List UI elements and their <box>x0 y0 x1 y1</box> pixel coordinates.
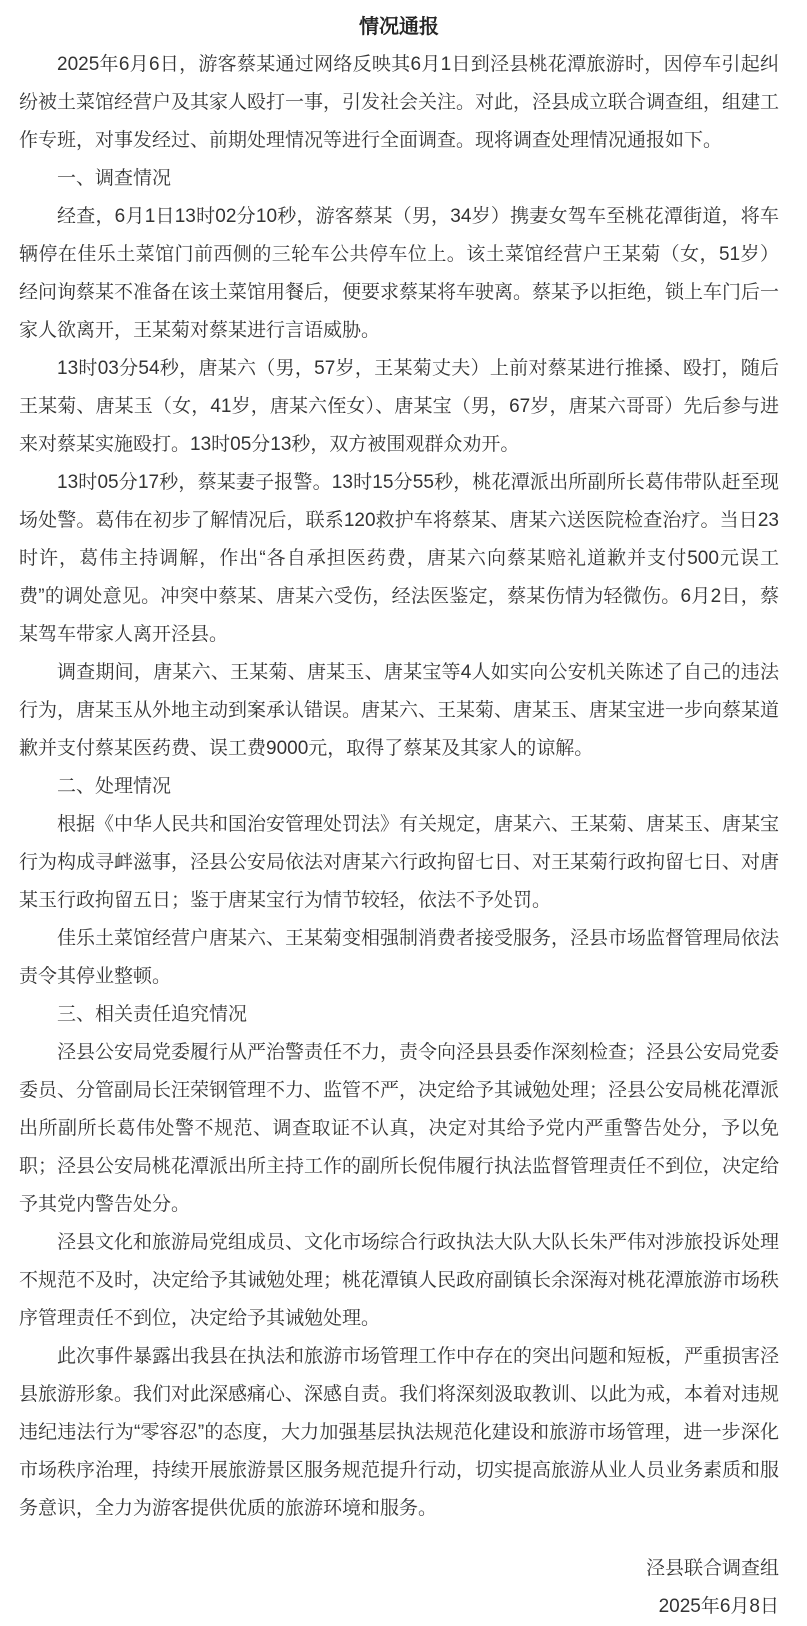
accountability-paragraph-1: 泾县公安局党委履行从严治警责任不力，责令向泾县县委作深刻检查；泾县公安局党委委员、分管副局长汪荣钢管理不力、监管不严，决定给予其诫勉处理；泾县公安局桃花潭派出所副所长葛伟处警不规范、调查取证不认真，决定对其给予党内严重警告处分，予以免职；泾县公安局桃花潭派出所主持工作的副所长倪伟履行执法监督管理责任不到位，决定给予其党内警告处分。 <box>19 1042 780 1215</box>
handling-paragraph-2: 佳乐土菜馆经营户唐某六、王某菊变相强制消费者接受服务，泾县市场监督管理局依法责令其停业整顿。 <box>19 928 780 987</box>
section-heading-investigation: 一、调查情况 <box>57 168 172 189</box>
signature-organization: 泾县联合调查组 <box>645 1558 779 1579</box>
accountability-paragraph-2: 泾县文化和旅游局党组成员、文化市场综合行政执法大队大队长朱严伟对涉旅投诉处理不规范不及时，决定给予其诫勉处理；桃花潭镇人民政府副镇长余深海对桃花潭旅游市场秩序管理责任不到位，决定给予其诫勉处理。 <box>19 1232 780 1329</box>
investigation-paragraph-4: 调查期间，唐某六、王某菊、唐某玉、唐某宝等4人如实向公安机关陈述了自己的违法行为，唐某玉从外地主动到案承认错误。唐某六、王某菊、唐某玉、唐某宝进一步向蔡某道歉并支付蔡某医药费、误工费9000元，取得了蔡某及其家人的谅解。 <box>19 662 780 759</box>
section-heading-accountability: 三、相关责任追究情况 <box>57 1004 248 1025</box>
signature-block <box>19 1550 779 1626</box>
accountability-paragraph-3: 此次事件暴露出我县在执法和旅游市场管理工作中存在的突出问题和短板，严重损害泾县旅游形象。我们对此深感痛心、深感自责。我们将深刻汲取教训、以此为戒，本着对违规违纪违法行为“零容忍”的态度，大力加强基层执法规范化建设和旅游市场管理，进一步深化市场秩序治理，持续开展旅游景区服务规范提升行动，切实提高旅游从业人员业务素质和服务意识，全力为游客提供优质的旅游环境和服务。 <box>19 1346 780 1519</box>
investigation-paragraph-3: 13时05分17秒，蔡某妻子报警。13时15分55秒，桃花潭派出所副所长葛伟带队赶至现场处警。葛伟在初步了解情况后，联系120救护车将蔡某、唐某六送医院检查治疗。当日23时许，葛伟主持调解，作出“各自承担医药费，唐某六向蔡某赔礼道歉并支付500元误工费”的调处意见。冲突中蔡某、唐某六受伤，经法医鉴定，蔡某伤情为轻微伤。6月2日，蔡某驾车带家人离开泾县。 <box>19 472 779 645</box>
signature-date: 2025年6月8日 <box>658 1596 779 1617</box>
investigation-paragraph-2: 13时03分54秒，唐某六（男，57岁，王某菊丈夫）上前对蔡某进行推搡、殴打，随后王某菊、唐某玉（女，41岁，唐某六侄女）、唐某宝（男，67岁，唐某六哥哥）先后参与进来对蔡某实施殴打。13时05分13秒，双方被围观群众劝开。 <box>19 358 779 455</box>
intro-paragraph: 2025年6月6日，游客蔡某通过网络反映其6月1日到泾县桃花潭旅游时，因停车引起纠纷被土菜馆经营户及其家人殴打一事，引发社会关注。对此，泾县成立联合调查组，组建工作专班，对事发经过、前期处理情况等进行全面调查。现将调查处理情况通报如下。 <box>19 54 780 151</box>
handling-paragraph-1: 根据《中华人民共和国治安管理处罚法》有关规定，唐某六、王某菊、唐某玉、唐某宝行为构成寻衅滋事，泾县公安局依法对唐某六行政拘留七日、对王某菊行政拘留七日、对唐某玉行政拘留五日；鉴于唐某宝行为情节较轻，依法不予处罚。 <box>19 814 780 911</box>
investigation-paragraph-1: 经查，6月1日13时02分10秒，游客蔡某（男，34岁）携妻女驾车至桃花潭街道，将车辆停在佳乐土菜馆门前西侧的三轮车公共停车位上。该土菜馆经营户王某菊（女，51岁）经问询蔡某不准备在该土菜馆用餐后，便要求蔡某将车驶离。蔡某予以拒绝，锁上车门后一家人欲离开，王某菊对蔡某进行言语威胁。 <box>19 206 780 341</box>
section-heading-handling: 二、处理情况 <box>57 776 172 797</box>
page-title: 情况通报 <box>359 16 439 38</box>
